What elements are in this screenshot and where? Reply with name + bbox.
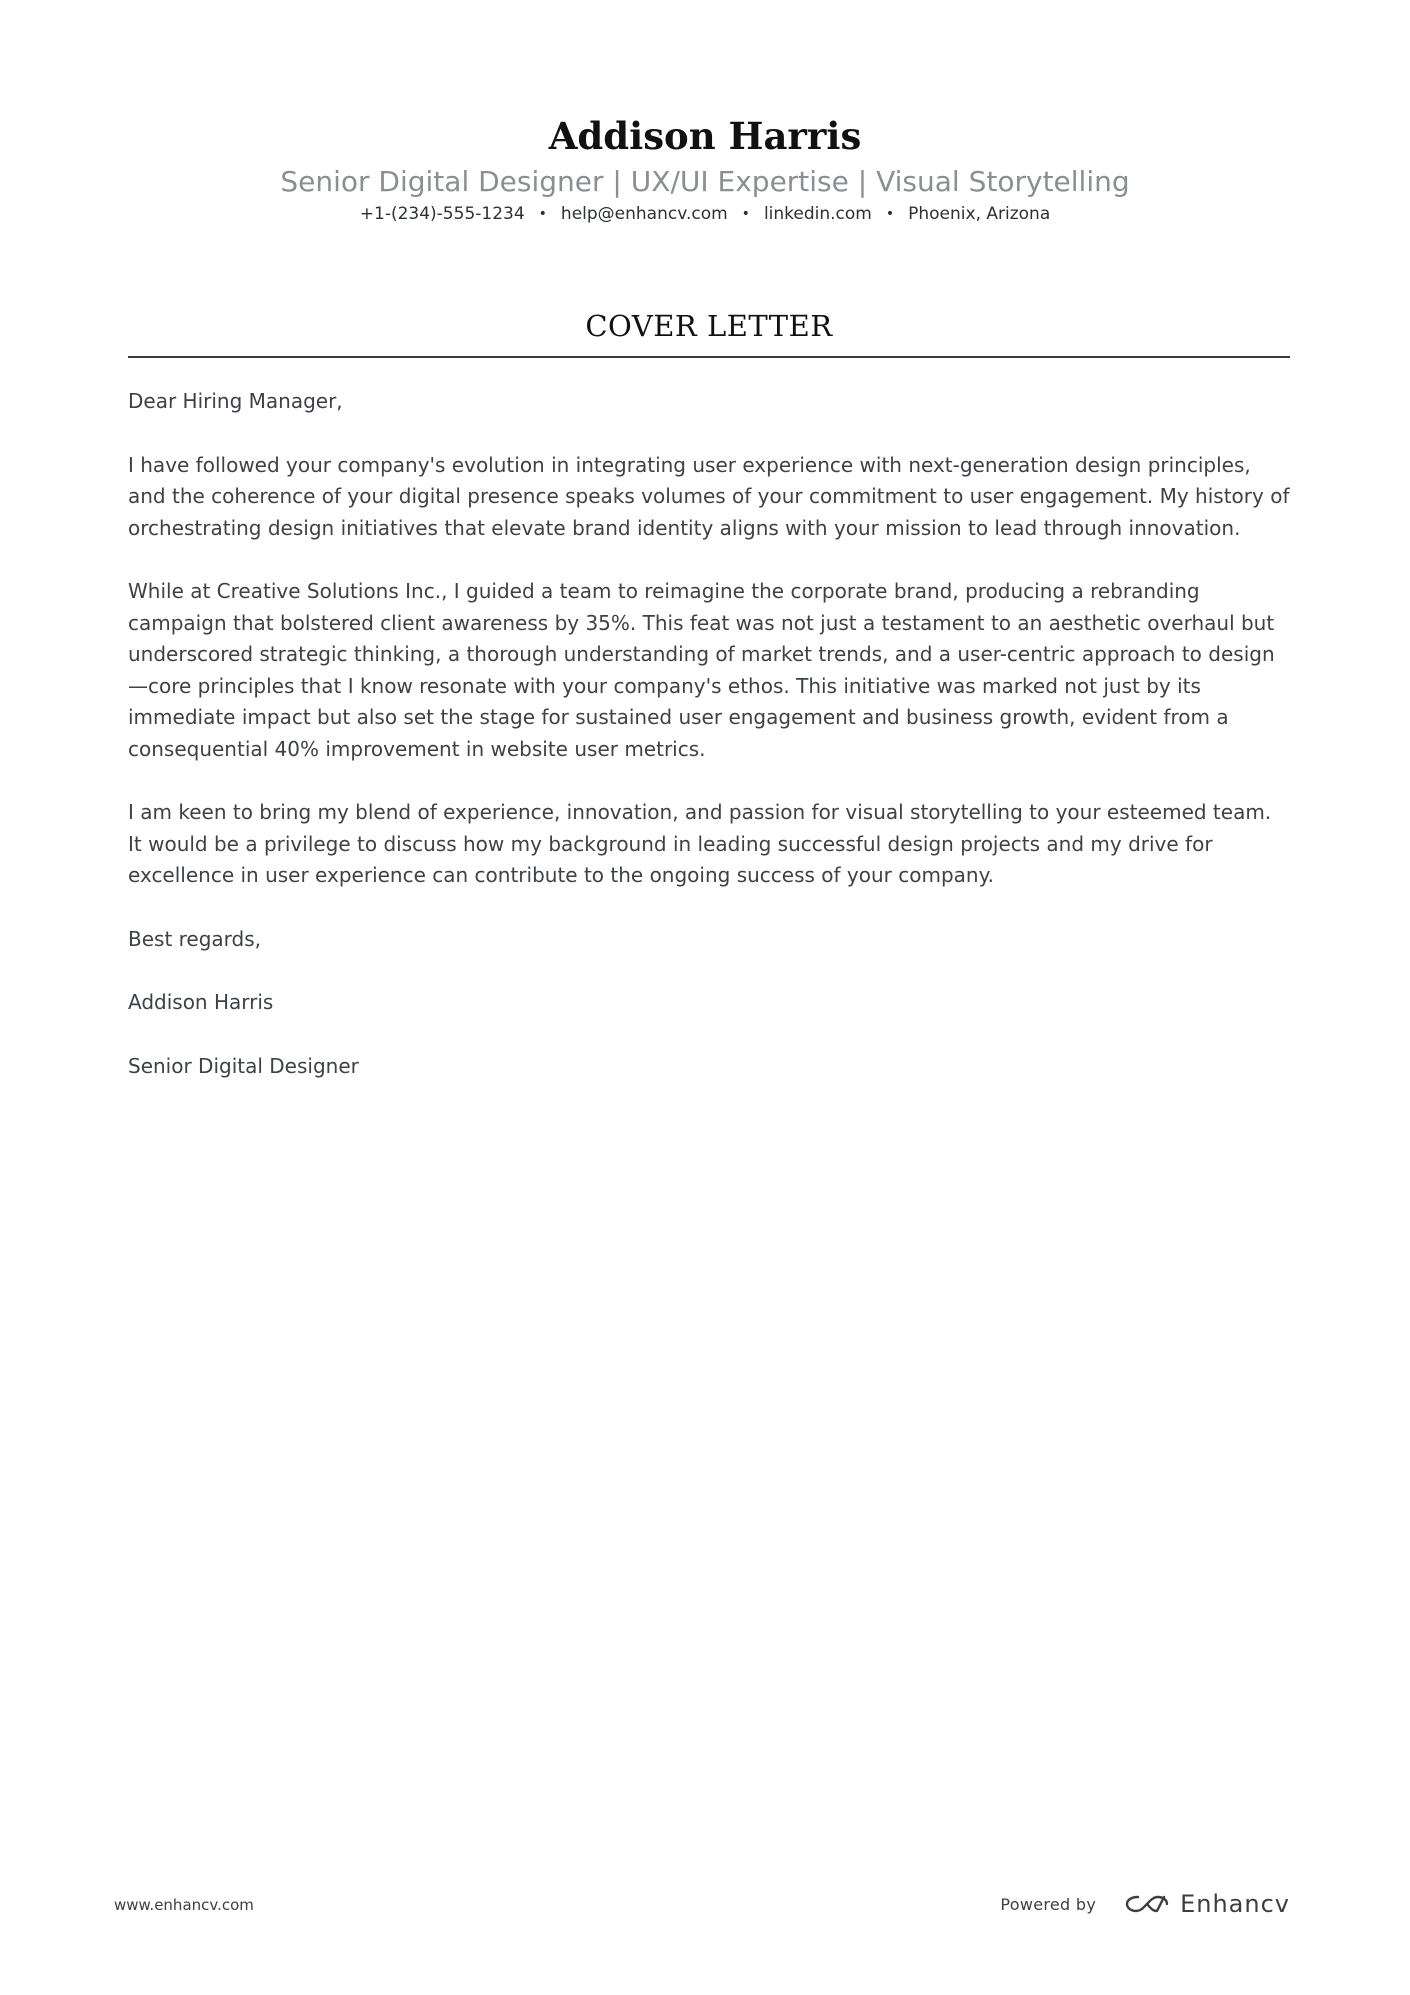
applicant-tagline: Senior Digital Designer | UX/UI Expertise | Visual Storytelling	[280, 165, 1130, 198]
footer-website-link[interactable]: www.enhancv.com	[114, 1896, 254, 1914]
bullet-separator: •	[885, 206, 895, 222]
letter-paragraph: I am keen to bring my blend of experience, innovation, and passion for visual storytelling to your esteemed team. It would be a privilege to discuss how my background in leading successful design projects and my drive for excellence in user experience can contribute to the ongoing success of your company.	[128, 800, 1272, 887]
applicant-name: Addison Harris	[548, 114, 862, 158]
signature-name: Addison Harris	[128, 990, 274, 1014]
letter-salutation: Dear Hiring Manager,	[128, 389, 343, 413]
letter-closing: Best regards,	[128, 926, 262, 951]
bullet-separator: •	[741, 206, 750, 222]
section-divider	[128, 356, 1290, 358]
resume-header	[0, 112, 1410, 227]
letter-paragraph: While at Creative Solutions Inc., I guided a team to reimagine the corporate brand, producing a rebranding campaign that bolstered client awareness by 35%. This feat was not just a testament to an aesthetic overhaul but underscored strategic thinking, a thorough understanding of market trends, and a user-centric approach to design—core principles that I know resonate with your company's ethos. This initiative was marked not just by its immediate impact but also set the stage for sustained user engagement and business growth, evident from a consequential 40% improvement in website user metrics.	[128, 579, 1275, 761]
bullet-separator: •	[538, 206, 547, 222]
contact-email[interactable]: help@enhancv.com	[560, 204, 728, 224]
enhancv-brand-name: Enhancv	[1180, 1890, 1290, 1918]
contact-phone: +1-(234)-555-1234	[359, 204, 525, 224]
letter-paragraph: I have followed your company's evolution in integrating user experience with next-generation design principles, and the coherence of your digital presence speaks volumes of your commitment to user engagement. My history of orchestrating design initiatives that elevate brand identity aligns with your mission to lead through innovation.	[128, 452, 1290, 540]
enhancv-logo-icon	[1124, 1892, 1170, 1916]
contact-location: Phoenix, Arizona	[908, 204, 1051, 224]
section-title: COVER LETTER	[585, 309, 833, 343]
footer-branding	[1000, 1888, 1290, 1920]
letter-body	[128, 386, 1290, 1114]
contact-info	[0, 202, 1410, 227]
powered-by-label: Powered by	[1000, 1894, 1097, 1914]
signature-title: Senior Digital Designer	[128, 1053, 359, 1078]
contact-linkedin[interactable]: linkedin.com	[763, 204, 872, 224]
